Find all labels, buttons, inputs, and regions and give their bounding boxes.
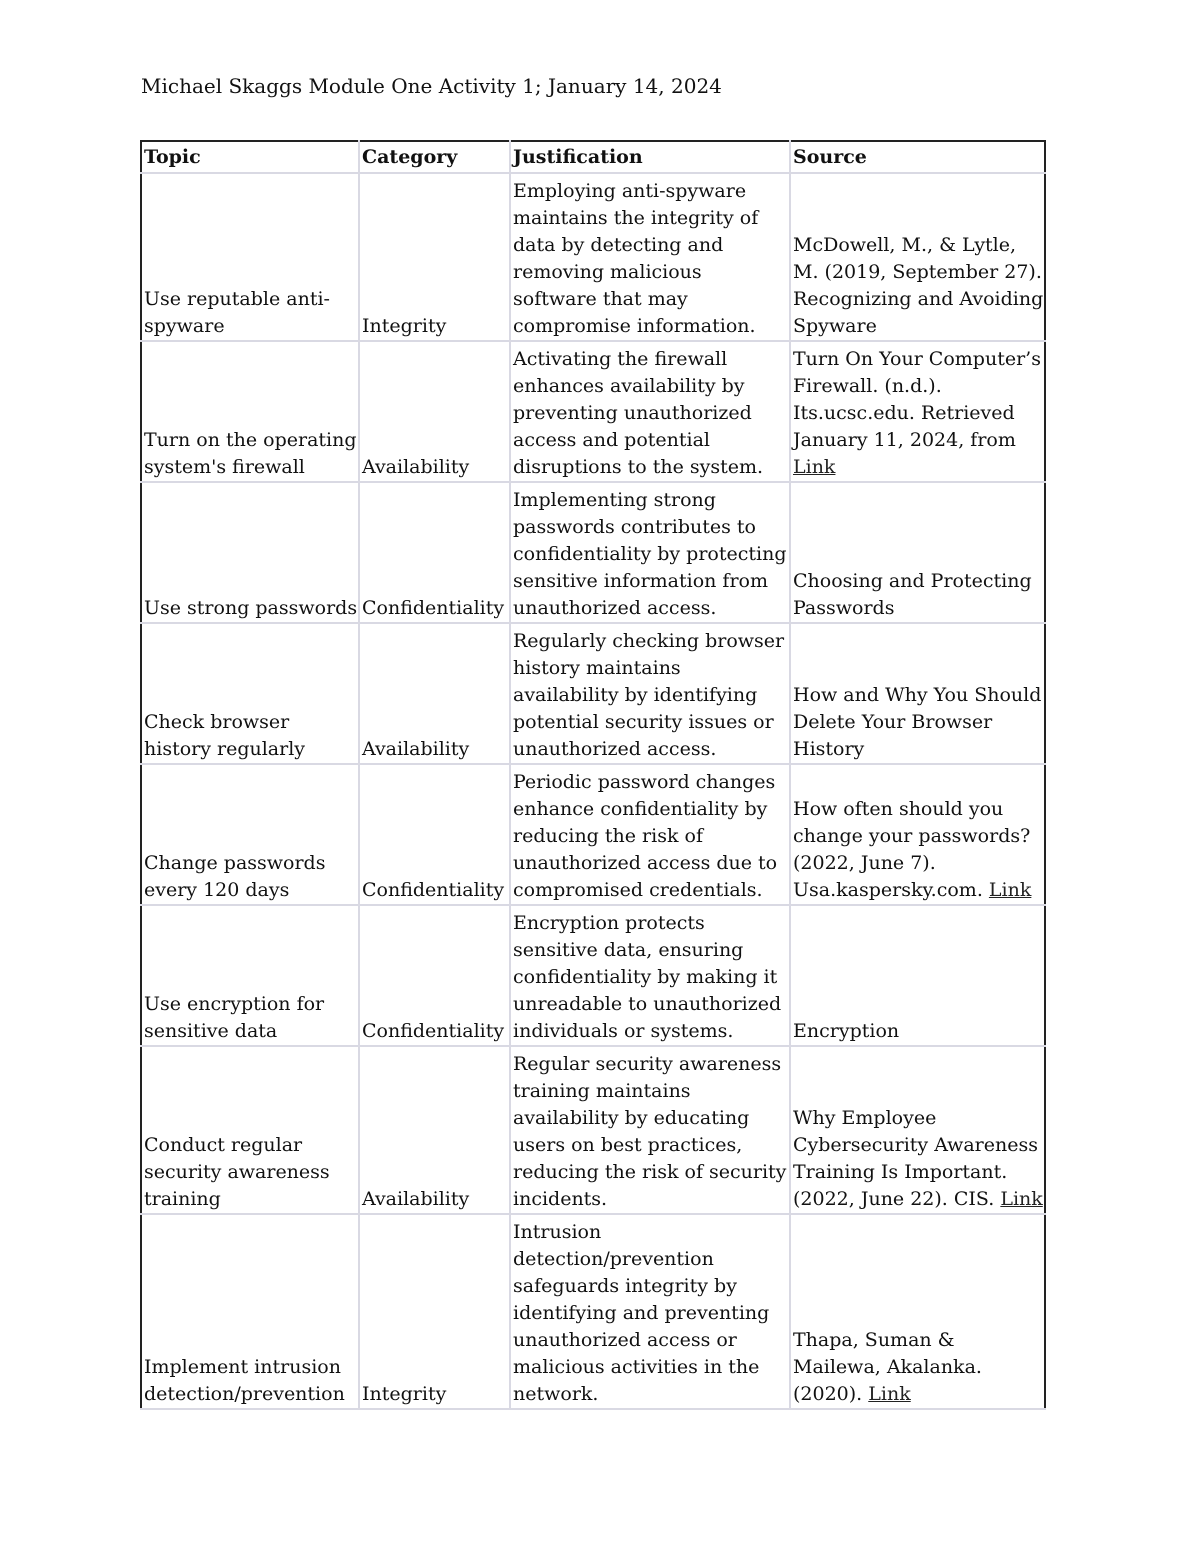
source-link[interactable]: Link: [868, 1383, 911, 1405]
justification-cell: Intrusion detection/prevention safeguards integrity by identifying and preventing unauthorized access or malicious activities in the network.: [510, 1214, 790, 1409]
category-cell: Integrity: [359, 1214, 510, 1409]
justification-cell: Regular security awareness training maintains availability by educating users on best practices, reducing the risk of security incidents.: [510, 1046, 790, 1214]
justification-cell: Periodic password changes enhance confidentiality by reducing the risk of unauthorized access due to compromised credentials.: [510, 764, 790, 905]
source-text: Encryption: [793, 1020, 900, 1042]
source-cell: [790, 341, 1045, 482]
source-text: How and Why You Should Delete Your Browser History: [793, 684, 1042, 760]
justification-cell: Employing anti-spyware maintains the integrity of data by detecting and removing malicious software that may compromise information.: [510, 173, 790, 341]
source-cell: [790, 623, 1045, 764]
column-header-category: Category: [359, 141, 510, 173]
topic-cell: Check browser history regularly: [141, 623, 359, 764]
security-topics-table: [140, 140, 1046, 1410]
category-cell: Availability: [359, 1046, 510, 1214]
source-cell: [790, 482, 1045, 623]
source-text: How often should you change your passwords? (2022, June 7). Usa.kaspersky.com.: [793, 798, 1031, 901]
justification-cell: Regularly checking browser history maintains availability by identifying potential security issues or unauthorized access.: [510, 623, 790, 764]
column-header-topic: Topic: [141, 141, 359, 173]
justification-cell: Activating the firewall enhances availability by preventing unauthorized access and potential disruptions to the system.: [510, 341, 790, 482]
column-header-justification: Justification: [510, 141, 790, 173]
justification-cell: Implementing strong passwords contributes to confidentiality by protecting sensitive information from unauthorized access.: [510, 482, 790, 623]
topic-cell: Use strong passwords: [141, 482, 359, 623]
table-row: [141, 623, 1045, 764]
category-cell: Availability: [359, 623, 510, 764]
source-link[interactable]: Link: [1000, 1188, 1043, 1210]
category-cell: Confidentiality: [359, 905, 510, 1046]
source-text: Thapa, Suman & Mailewa, Akalanka. (2020).: [793, 1329, 982, 1405]
table-row: [141, 764, 1045, 905]
table-header-row: [141, 141, 1045, 173]
column-header-source: Source: [790, 141, 1045, 173]
source-cell: [790, 173, 1045, 341]
topic-cell: Conduct regular security awareness training: [141, 1046, 359, 1214]
source-link[interactable]: Link: [793, 456, 836, 478]
topic-cell: Change passwords every 120 days: [141, 764, 359, 905]
justification-cell: Encryption protects sensitive data, ensuring confidentiality by making it unreadable to unauthorized individuals or systems.: [510, 905, 790, 1046]
table-row: [141, 1046, 1045, 1214]
source-text: McDowell, M., & Lytle, M. (2019, September 27). Recognizing and Avoiding Spyware: [793, 234, 1044, 337]
table-row: [141, 341, 1045, 482]
source-text: Why Employee Cybersecurity Awareness Training Is Important. (2022, June 22). CIS.: [793, 1107, 1038, 1210]
category-cell: Confidentiality: [359, 764, 510, 905]
document-title: Michael Skaggs Module One Activity 1; January 14, 2024: [141, 74, 722, 98]
source-link[interactable]: Link: [988, 879, 1032, 901]
source-cell: [790, 1046, 1045, 1214]
source-text: Choosing and Protecting Passwords: [793, 570, 1032, 619]
source-cell: [790, 1214, 1045, 1409]
source-cell: [790, 905, 1045, 1046]
table-row: [141, 173, 1045, 341]
source-cell: [790, 764, 1045, 905]
category-cell: Integrity: [359, 173, 510, 341]
table-row: [141, 905, 1045, 1046]
topic-cell: Use reputable anti-spyware: [141, 173, 359, 341]
source-text: Turn On Your Computer’s Firewall. (n.d.). Its.ucsc.edu. Retrieved January 11, 2024, from: [793, 348, 1041, 451]
category-cell: Confidentiality: [359, 482, 510, 623]
topic-cell: Turn on the operating system's firewall: [141, 341, 359, 482]
table-row: [141, 482, 1045, 623]
topic-cell: Implement intrusion detection/prevention: [141, 1214, 359, 1409]
topic-cell: Use encryption for sensitive data: [141, 905, 359, 1046]
table-row: [141, 1214, 1045, 1409]
category-cell: Availability: [359, 341, 510, 482]
